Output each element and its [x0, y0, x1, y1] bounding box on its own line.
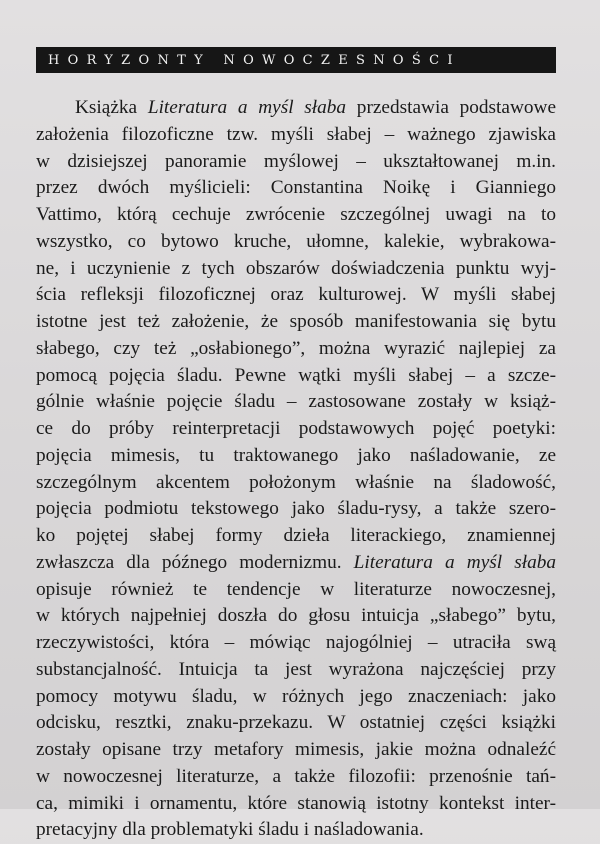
description-line: [36, 122, 556, 149]
description-text: ce do próby reinterpretacji podstawowych pojęć poetyki:: [36, 418, 556, 439]
description-line: [36, 791, 556, 818]
description-text: zwłaszcza dla późnego modernizmu.: [36, 551, 354, 573]
book-title-italic: Literatura a myśl słaba: [147, 97, 347, 118]
description-text: przedstawia podstawowe: [346, 97, 556, 118]
description-text: zostały opisane trzy metafory mimesis, jakie można odnaleźć: [36, 739, 556, 760]
description-line: [36, 603, 556, 630]
description-line: [36, 443, 556, 470]
description-text: pomocą pojęcia śladu. Pewne wątki myśli słabej – a szcze-: [36, 364, 556, 386]
description-text: ko pojętej słabej formy dzieła literackiego, znamiennej: [36, 525, 556, 546]
description-text: założenia filozoficzne tzw. myśli słabej – ważnego zjawiska: [36, 123, 556, 145]
description-line: [36, 550, 556, 577]
description-line: [36, 282, 556, 309]
description-line: [36, 630, 556, 657]
description-text: odcisku, resztki, znaku-przekazu. W ostatniej części książki: [36, 712, 556, 734]
description-line: [36, 764, 556, 791]
description-text: pomocy motywu śladu, w różnych jego znaczeniach: jako: [36, 685, 556, 707]
description-text: gólnie właśnie pojęcie śladu – zastosowane zostały w książ-: [36, 391, 556, 413]
description-text: w których najpełniej doszła do głosu intuicja „słabego” bytu,: [36, 605, 556, 627]
description-text: opisuje również te tendencje w literaturze nowoczesnej,: [36, 578, 556, 600]
description-line: [36, 149, 556, 176]
description-line: [36, 737, 556, 764]
description-line: [36, 470, 556, 497]
description-line: [36, 577, 556, 604]
description-text: Vattimo, którą cechuje zwrócenie szczególnej uwagi na to: [36, 204, 556, 225]
description-line: [36, 336, 556, 363]
description-text: w nowoczesnej literaturze, a także filozofii: przenośnie tań-: [36, 765, 556, 787]
description-text: słabego, czy też „osłabionego”, można wyrazić najlepiej za: [36, 337, 556, 359]
description-text: rzeczywistości, która – mówiąc najogólniej – utraciła swą: [36, 632, 556, 653]
description-line: [36, 389, 556, 416]
description-text: szczególnym akcentem położonym właśnie na śladowość,: [36, 471, 556, 493]
description-line: [36, 363, 556, 390]
series-title-banner: [36, 47, 556, 73]
description-text: Książka: [75, 97, 148, 118]
series-title: HORYZONTY NOWOCZESNOŚCI: [48, 52, 461, 68]
description-line: [36, 202, 556, 229]
description-line: [36, 523, 556, 550]
description-line: [36, 175, 556, 202]
description-line: [36, 817, 556, 844]
description-text: pojęcia mimesis, tu traktowanego jako naśladowanie, ze: [36, 444, 556, 466]
description-text: przez dwóch myślicieli: Constantina Noikę i Gianniego: [36, 177, 556, 199]
book-description: [36, 95, 556, 844]
description-line: [36, 256, 556, 283]
description-line: [36, 229, 556, 256]
description-text: ścia refleksji filozoficznej oraz kulturowej. W myśli słabej: [36, 284, 556, 306]
description-text: w dzisiejszej panoramie myślowej – ukształtowanej m.in.: [36, 150, 556, 172]
description-text: pojęcia podmiotu tekstowego jako śladu-rysy, a także szero-: [36, 498, 556, 520]
description-line: [36, 95, 556, 122]
description-line: [36, 710, 556, 737]
description-text: ca, mimiki i ornamentu, które stanowią istotny kontekst inter-: [36, 792, 556, 814]
book-title-italic: Literatura a myśl słaba: [353, 551, 557, 573]
description-line: [36, 309, 556, 336]
description-text: wszystko, co bytowo kruche, ułomne, kalekie, wybrakowa-: [36, 230, 556, 252]
description-text: substancjalność. Intuicja ta jest wyrażona najczęściej przy: [36, 658, 556, 680]
description-line: [36, 496, 556, 523]
description-line: [36, 684, 556, 711]
description-text: ne, i uczynienie z tych obszarów doświadczenia punktu wyj-: [36, 257, 556, 279]
description-text: istotne jest też założenie, że sposób manifestowania się bytu: [36, 311, 556, 332]
description-line: [36, 416, 556, 443]
description-text: pretacyjny dla problematyki śladu i naśladowania.: [36, 819, 424, 841]
description-line: [36, 657, 556, 684]
